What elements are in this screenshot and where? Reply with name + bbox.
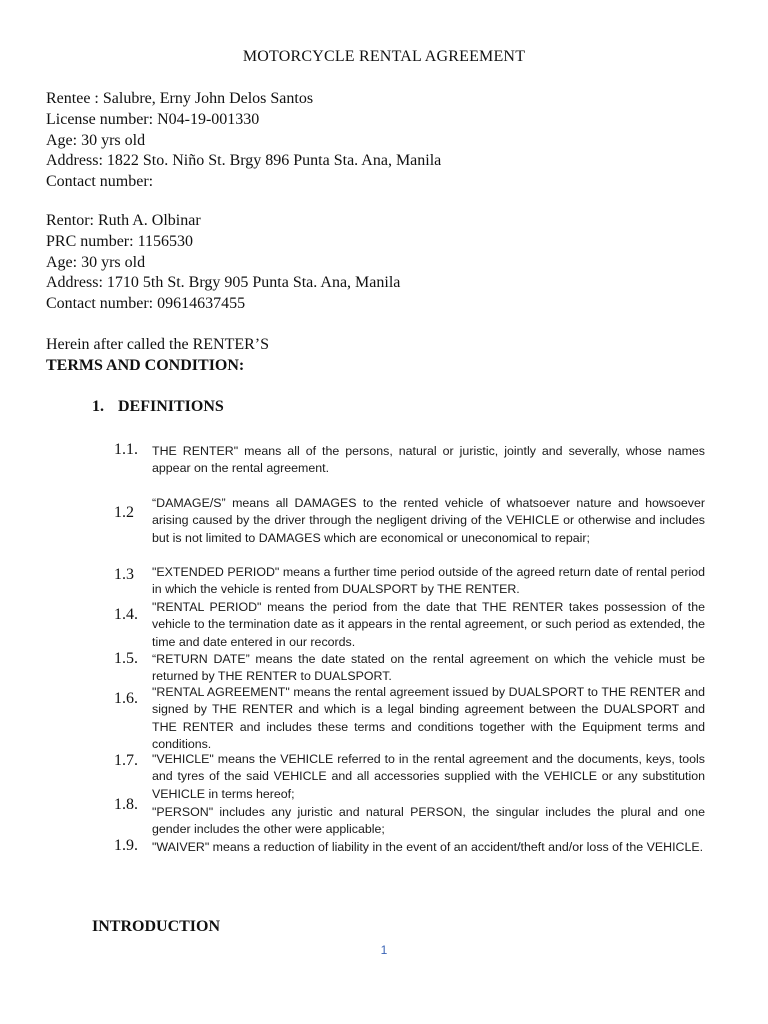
rentee-address: Address: 1822 Sto. Niño St. Brgy 896 Punta Sta. Ana, Manila (46, 152, 442, 170)
rentor-address: Address: 1710 5th St. Brgy 905 Punta Sta. Ana, Manila (46, 274, 401, 292)
definition-number: 1.7. (114, 752, 138, 769)
definition-number: 1.4. (114, 606, 138, 623)
rentee-details (46, 89, 441, 193)
definition-number: 1.8. (114, 796, 138, 813)
rentee-contact: Contact number: (46, 173, 154, 191)
rentor-prc: PRC number: 1156530 (46, 232, 193, 250)
definition-number: 1.9. (114, 837, 138, 854)
definition-number: 1.2 (114, 504, 134, 521)
rentor-age: Age: 30 yrs old (46, 253, 146, 271)
rentee-name: Rentee : Salubre, Erny John Delos Santos (46, 90, 314, 107)
section-heading-definitions (92, 398, 224, 416)
definition-text: “DAMAGE/S” means all DAMAGES to the rented vehicle of whatsoever nature and howsoever arising caused by the driver through the negligent driving of the VEHICLE or otherwise and includes but is not limited to DAMAGES which are economical or uneconomical to repair; (152, 496, 705, 545)
definition-number: 1.5. (114, 650, 138, 667)
definition-text: "RENTAL AGREEMENT" means the rental agreement issued by DUALSPORT to THE RENTER and signed by THE RENTER and which is a legal binding agreement between the DUALSPORT and THE RENTER and includes these terms and conditions together with the Equipment terms and conditions. (152, 685, 705, 751)
herein-line: Herein after called the RENTER’S (46, 336, 270, 353)
section-title: DEFINITIONS (118, 398, 224, 415)
rentor-name: Rentor: Ruth A. Olbinar (46, 212, 201, 229)
rentor-details (46, 211, 400, 315)
page-number: 1 (380, 943, 388, 957)
definition-number: 1.6. (114, 690, 138, 707)
rentee-license: License number: N04-19-001330 (46, 110, 260, 128)
terms-heading: TERMS AND CONDITION: (46, 357, 245, 374)
definition-text: "PERSON" includes any juristic and natural PERSON, the singular includes the plural and one gender includes the other were applicable; (152, 805, 705, 837)
section-number: 1. (92, 398, 104, 415)
definition-number: 1.3 (114, 566, 134, 583)
definition-text: THE RENTER" means all of the persons, natural or juristic, jointly and severally, whose names appear on the rental agreement. (152, 444, 705, 476)
definition-text: "VEHICLE" means the VEHICLE referred to in the rental agreement and the documents, keys, tools and tyres of the said VEHICLE and all accessories supplied with the VEHICLE or any substitution VEHICLE in terms hereof; (152, 752, 705, 801)
definition-text: "EXTENDED PERIOD" means a further time period outside of the agreed return date of rental period in which the vehicle is rented from DUALSPORT by THE RENTER. (152, 565, 705, 597)
rentor-contact: Contact number: 09614637455 (46, 295, 246, 313)
rentee-age: Age: 30 yrs old (46, 131, 146, 149)
definition-text: "WAIVER" means a reduction of liability in the event of an accident/theft and/or loss of the VEHICLE. (152, 840, 704, 854)
introduction-heading: INTRODUCTION (92, 918, 221, 935)
definition-number: 1.1. (114, 441, 138, 458)
document-title: MOTORCYCLE RENTAL AGREEMENT (242, 48, 526, 65)
definition-text: “RETURN DATE” means the date stated on the rental agreement on which the vehicle must be returned by THE RENTER to DUALSPORT. (152, 652, 705, 684)
definition-text: "RENTAL PERIOD" means the period from the date that THE RENTER takes possession of the vehicle to the termination date as it appears in the rental agreement, or such period as extended, the time and date entered in our records. (152, 600, 705, 649)
